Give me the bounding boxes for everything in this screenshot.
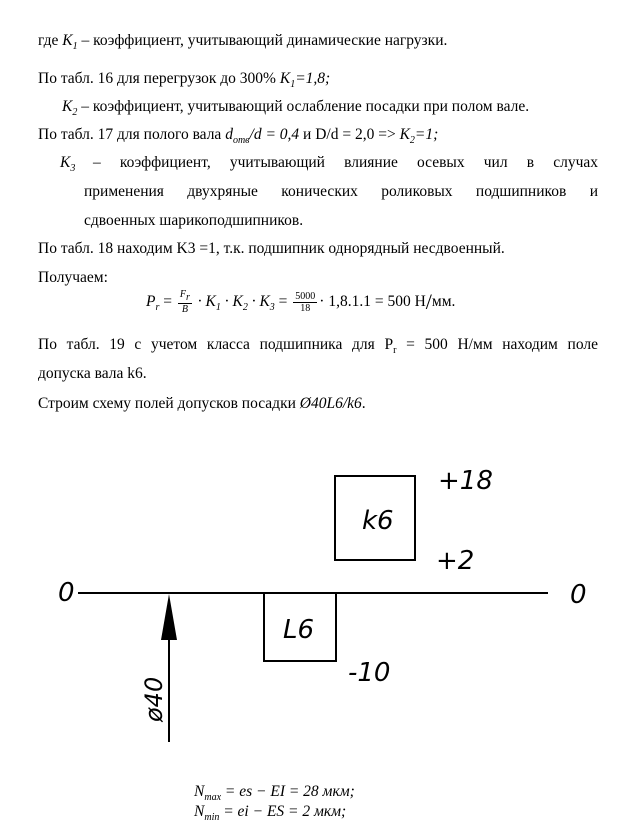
text: – коэффициент, учитывающий ослабление посадки при полом вале.	[77, 98, 530, 115]
b-symbol: B	[181, 304, 188, 316]
text-line-11: допуска вала k6.	[38, 365, 147, 382]
formula-pr: $P_r$ = $\frac{F_r}{B}$ · $K_1 \cdot K_2 \cdot K_3$ = $\frac{5000}{18}$ · 1,8.1.1 = 500 Н/мм.	[146, 289, 456, 316]
text: – коэффициент, учитывающий влияние осевых чил в случах	[93, 154, 598, 171]
k2-symbol: K	[399, 126, 410, 143]
n-symbol: N	[194, 783, 205, 800]
k-subscript: 1	[215, 302, 221, 314]
nmax-expression: = es − EI = 28 мкм;	[221, 783, 355, 800]
text-line-8: По табл. 18 находим K3 =1, т.к. подшипник однорядный несдвоенный.	[38, 240, 505, 257]
ratio: /d = 0,4	[249, 126, 300, 143]
pr-subscript: r	[155, 302, 160, 314]
arrow-head-icon	[161, 594, 177, 640]
text-line-9: Получаем:	[38, 269, 108, 286]
period: .	[361, 395, 366, 412]
d-subscript: отв	[232, 135, 250, 147]
text: Строим схему полей допусков посадки	[38, 395, 300, 412]
k1-symbol: K	[279, 70, 291, 87]
text-line-6: применения двухряные конических роликовых подшипников и	[84, 183, 598, 200]
l6-label: L6	[283, 615, 315, 645]
nmin-formula	[194, 802, 346, 828]
k1-value: =1,8;	[295, 70, 331, 87]
fr-symbol: F	[179, 289, 186, 301]
denominator: 18	[300, 302, 311, 314]
formula-tail: · 1,8.1.1 = 500	[319, 293, 411, 310]
text: По табл. 16 для перегрузок до 300%	[38, 70, 280, 87]
equals: =	[159, 293, 176, 310]
k-symbol: · K	[220, 293, 243, 310]
es-label: +18	[438, 466, 493, 496]
unit-slash: /	[425, 289, 432, 314]
k-subscript: 2	[242, 302, 248, 314]
k2-subscript: 2	[409, 135, 415, 147]
text: – коэффициент, учитывающий динамические нагрузки.	[77, 32, 448, 49]
numerator: 5000	[295, 290, 316, 302]
k3-subscript: 3	[70, 163, 76, 175]
text: и D/d = 2,0 =>	[299, 126, 400, 143]
pr-subscript: r	[393, 345, 397, 357]
k1-symbol: K	[62, 32, 73, 49]
k3-symbol: K	[60, 154, 71, 171]
k6-label: k6	[362, 506, 394, 536]
text: где	[38, 32, 63, 49]
n-subscript: max	[204, 792, 222, 804]
zero-label-left: 0	[58, 578, 75, 608]
unit-n: Н	[414, 293, 426, 310]
ei-label: +2	[436, 546, 475, 576]
text: По табл. 19 с учетом класса подшипника для P	[38, 336, 394, 353]
k2-symbol: K	[62, 98, 73, 115]
k2-value: =1;	[414, 126, 439, 143]
k-symbol: · K	[247, 293, 270, 310]
zero-label-right: 0	[570, 580, 587, 610]
d-symbol: d	[225, 126, 233, 143]
fit-designation: Ø40L6/k6	[299, 395, 362, 412]
k1-subscript: 1	[290, 79, 296, 91]
k1-subscript: 1	[72, 41, 78, 53]
text: = 500 Н/мм находим поле	[396, 336, 598, 353]
k-symbol: · K	[193, 293, 216, 310]
nmin-expression: = ei − ES = 2 мкм;	[219, 803, 347, 820]
text-line-7: сдвоенных шарикоподшипников.	[84, 212, 304, 229]
pr-symbol: P	[146, 293, 156, 310]
n-symbol: N	[194, 803, 205, 820]
k-subscript: 3	[269, 302, 275, 314]
n-subscript: min	[204, 812, 220, 824]
k2-subscript: 2	[72, 107, 78, 119]
unit-mm: мм	[431, 293, 452, 310]
fr-subscript: r	[185, 292, 190, 304]
EI-label: -10	[348, 658, 391, 688]
text: По табл. 17 для полого вала	[38, 126, 226, 143]
diameter-label: ø40	[140, 676, 168, 722]
period: .	[451, 293, 456, 310]
